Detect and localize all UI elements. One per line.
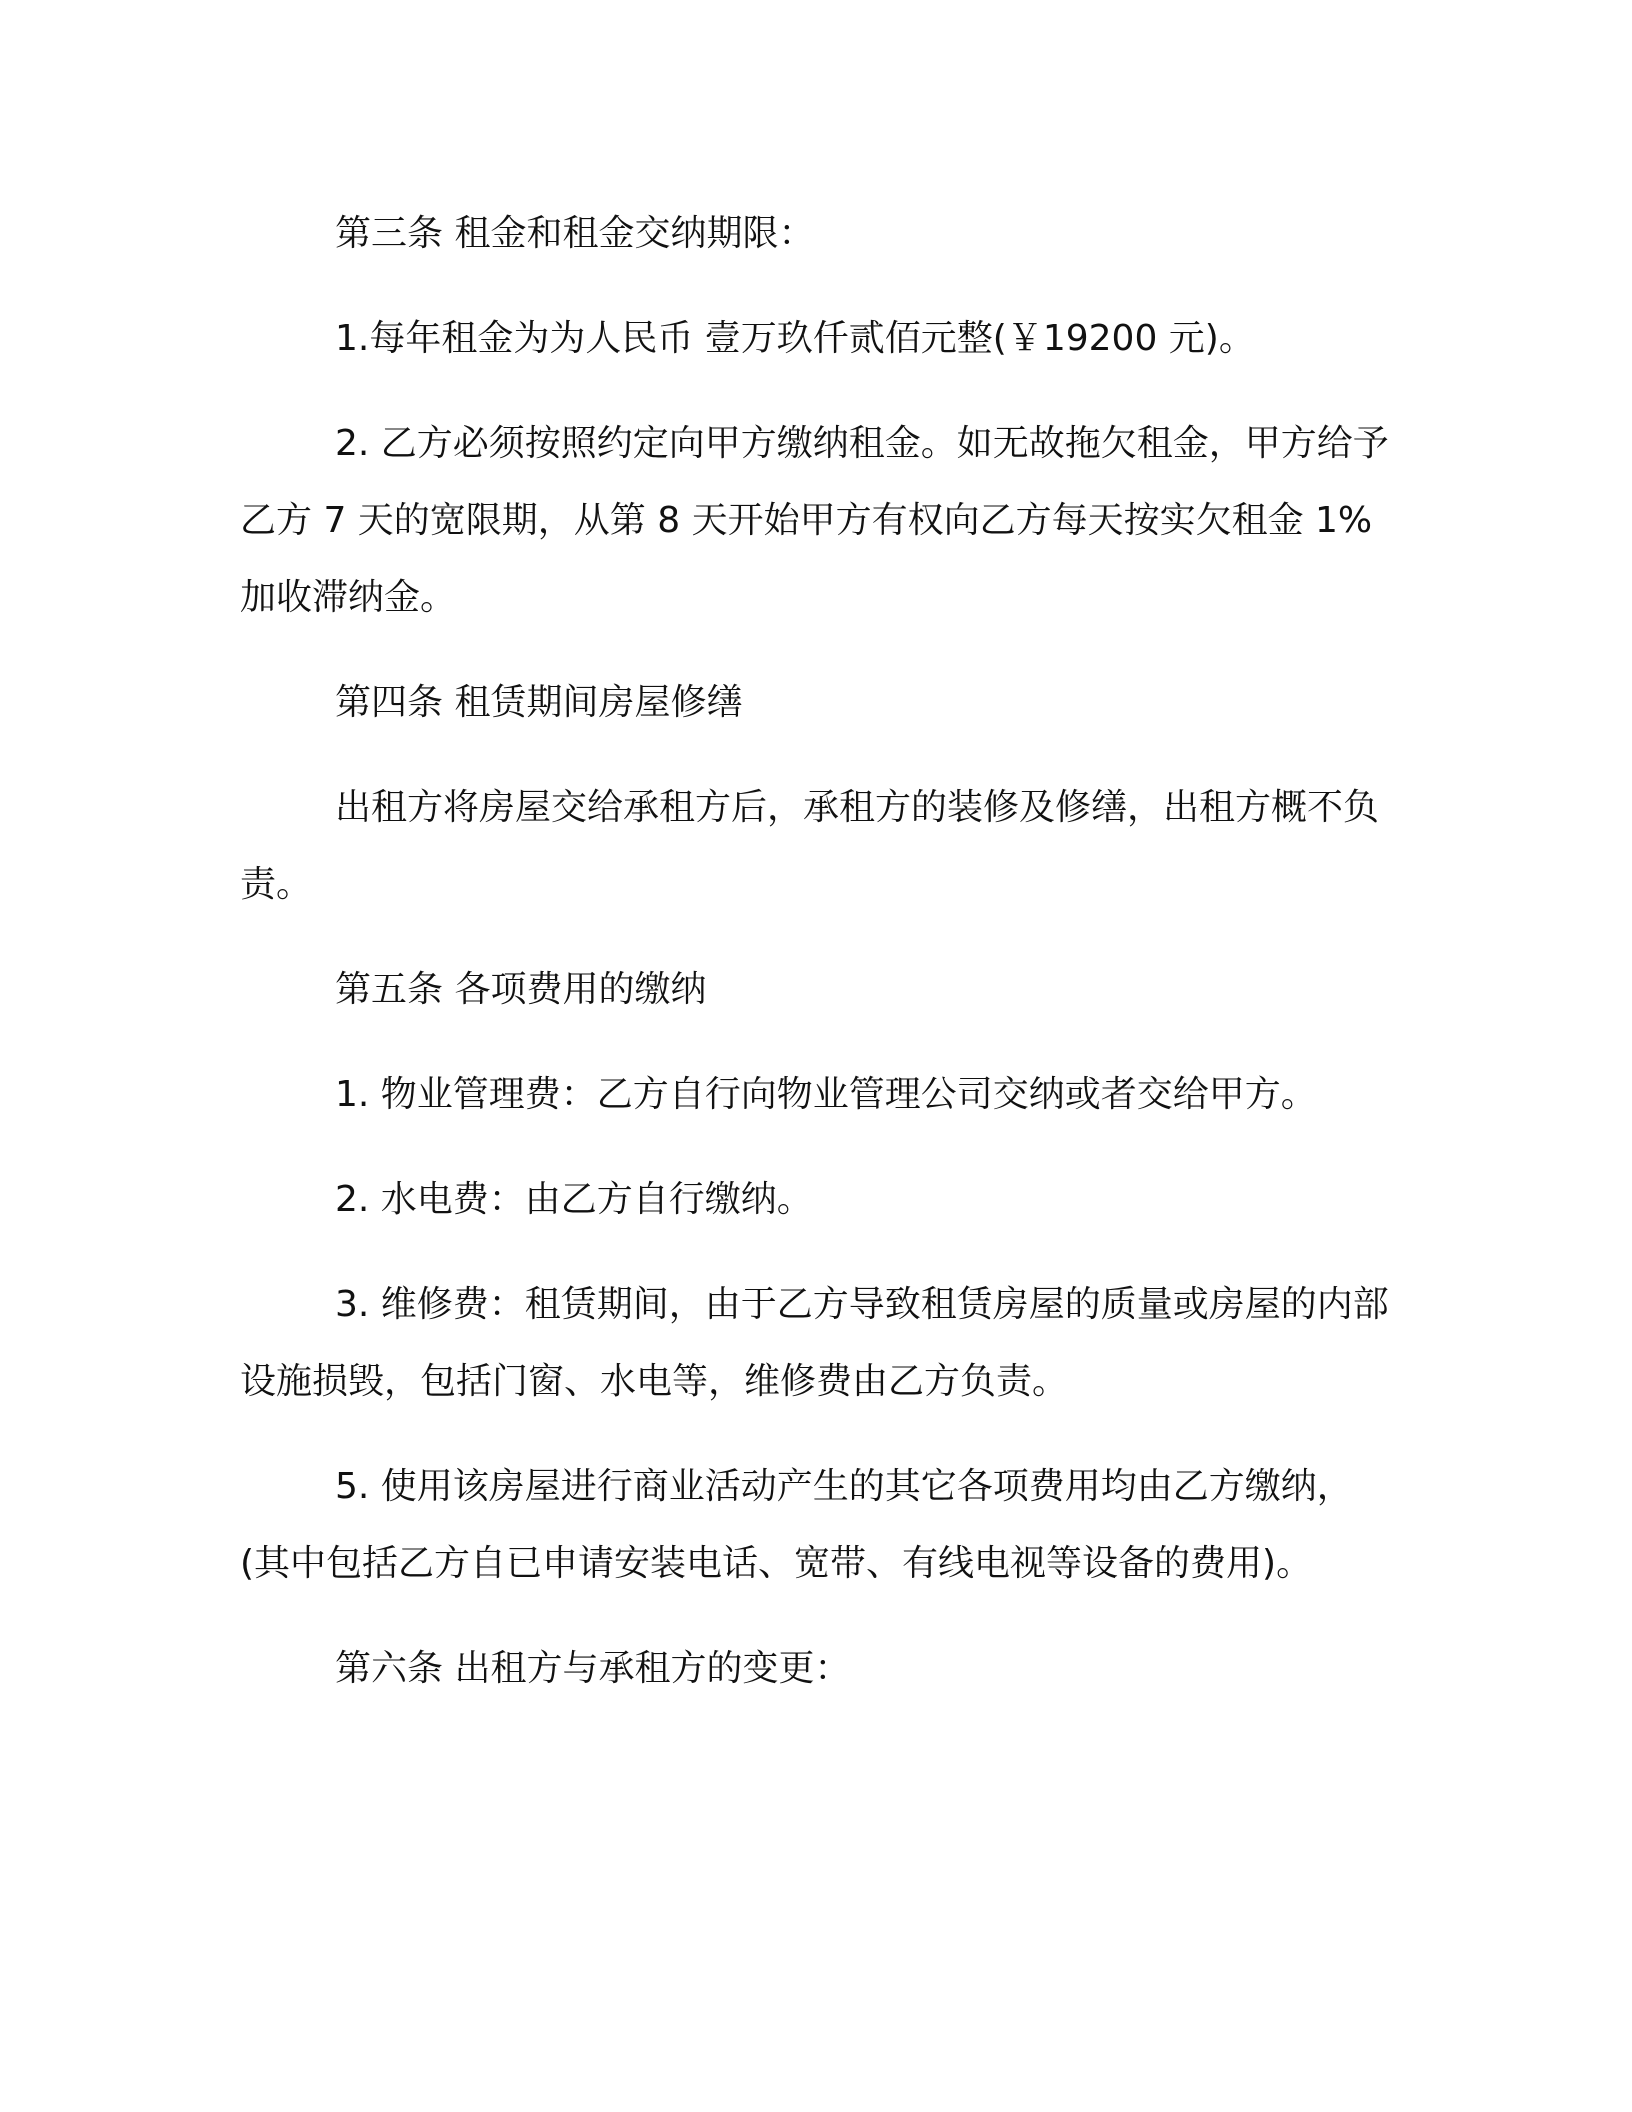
article-3-clause-1: 1.每年租金为为人民币 壹万玖仟贰佰元整(￥19200 元)。 [335,318,1255,359]
article-5-clause-5: 5. 使用该房屋进行商业活动产生的其它各项费用均由乙方缴纳，(其中包括乙方自已申请安装电话、宽带、有线电视等设备的费用)。 [240,1466,1353,1584]
article-3-heading: 第三条 租金和租金交纳期限： [335,213,815,254]
document-body [240,195,1390,1735]
article-3-clause-2: 2. 乙方必须按照约定向甲方缴纳租金。如无故拖欠租金，甲方给予乙方 7 天的宽限期，从第 8 天开始甲方有权向乙方每天按实欠租金 1%加收滞纳金。 [240,423,1389,618]
article-5-clause-3: 3. 维修费：租赁期间，由于乙方导致租赁房屋的质量或房屋的内部设施损毁，包括门窗、水电等，维修费由乙方负责。 [240,1284,1389,1402]
article-5-clause-2: 2. 水电费：由乙方自行缴纳。 [335,1179,813,1220]
article-5-clause-1: 1. 物业管理费：乙方自行向物业管理公司交纳或者交给甲方。 [335,1074,1317,1115]
article-6-heading: 第六条 出租方与承租方的变更： [335,1648,851,1689]
article-5-heading: 第五条 各项费用的缴纳 [335,969,707,1010]
article-4-body: 出租方将房屋交给承租方后，承租方的装修及修缮，出租方概不负责。 [240,787,1380,905]
article-4-heading: 第四条 租赁期间房屋修缮 [335,682,743,723]
